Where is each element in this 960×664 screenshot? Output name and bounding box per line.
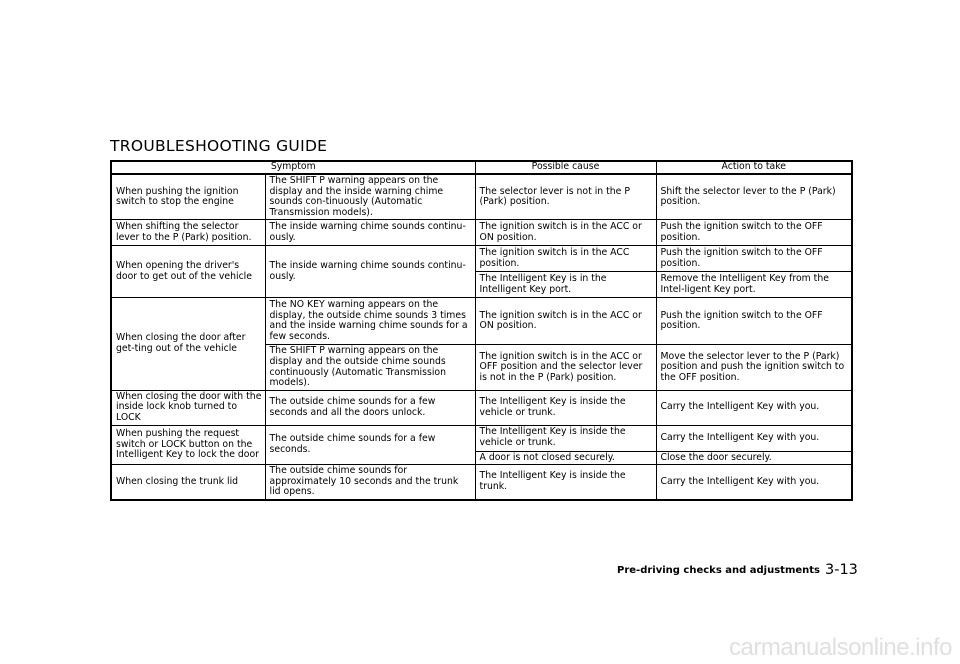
detail-cell: The outside chime sounds for a few seconds and all the doors unlock. [265,390,475,425]
table-row [111,390,852,425]
table-row [111,425,852,451]
page-number: 3-13 [825,562,858,578]
action-cell: Close the door securely. [656,451,852,465]
cause-cell: The Intelligent Key is in the Intelligent Key port. [475,272,656,298]
action-cell: Move the selector lever to the P (Park) position and push the ignition switch to the OFF position. [656,345,852,390]
cause-cell: A door is not closed securely. [475,451,656,465]
detail-cell: The outside chime sounds for a few seconds. [265,425,475,465]
header-action: Action to take [656,161,852,174]
header-symptom: Symptom [111,161,475,174]
cause-cell: The ignition switch is in the ACC or ON position. [475,220,656,246]
action-cell: Shift the selector lever to the P (Park) position. [656,174,852,220]
detail-cell: The inside warning chime sounds continu-ously. [265,220,475,246]
symptom-cell: When shifting the selector lever to the P (Park) position. [111,220,265,246]
watermark: carmanualsonline.info [729,634,952,661]
detail-cell: The inside warning chime sounds continu-ously. [265,246,475,298]
table-row [111,298,852,345]
action-cell: Push the ignition switch to the OFF position. [656,298,852,345]
footer-section-title: Pre-driving checks and adjustments [617,565,821,576]
symptom-cell: When pushing the request switch or LOCK button on the Intelligent Key to lock the door [111,425,265,465]
symptom-cell: When pushing the ignition switch to stop the engine [111,174,265,220]
cause-cell: The Intelligent Key is inside the trunk. [475,465,656,500]
detail-cell: The NO KEY warning appears on the display, the outside chime sounds 3 times and the inside warning chime sounds for a few seconds. [265,298,475,345]
detail-cell: The SHIFT P warning appears on the display and the inside warning chime sounds con-tinuously (Automatic Transmission models). [265,174,475,220]
symptom-cell: When closing the door after get-ting out of the vehicle [111,298,265,390]
table-row [111,246,852,272]
table-row [111,220,852,246]
table-row [111,465,852,500]
action-cell: Carry the Intelligent Key with you. [656,465,852,500]
cause-cell: The ignition switch is in the ACC or OFF position and the selector lever is not in the P (Park) position. [475,345,656,390]
cause-cell: The Intelligent Key is inside the vehicle or trunk. [475,390,656,425]
troubleshooting-table [110,160,853,501]
action-cell: Carry the Intelligent Key with you. [656,390,852,425]
detail-cell: The outside chime sounds for approximately 10 seconds and the trunk lid opens. [265,465,475,500]
symptom-cell: When closing the door with the inside lock knob turned to LOCK [111,390,265,425]
page-title: TROUBLESHOOTING GUIDE [110,137,328,155]
cause-cell: The ignition switch is in the ACC or ON position. [475,298,656,345]
table-row [111,174,852,220]
action-cell: Carry the Intelligent Key with you. [656,425,852,451]
cause-cell: The selector lever is not in the P (Park) position. [475,174,656,220]
symptom-cell: When opening the driver's door to get out of the vehicle [111,246,265,298]
action-cell: Remove the Intelligent Key from the Intel-ligent Key port. [656,272,852,298]
cause-cell: The Intelligent Key is inside the vehicle or trunk. [475,425,656,451]
detail-cell: The SHIFT P warning appears on the display and the outside chime sounds continuously (Automatic Transmission models). [265,345,475,390]
cause-cell: The ignition switch is in the ACC position. [475,246,656,272]
header-possible-cause: Possible cause [475,161,656,174]
action-cell: Push the ignition switch to the OFF position. [656,246,852,272]
table-header-row [111,161,852,174]
action-cell: Push the ignition switch to the OFF position. [656,220,852,246]
symptom-cell: When closing the trunk lid [111,465,265,500]
